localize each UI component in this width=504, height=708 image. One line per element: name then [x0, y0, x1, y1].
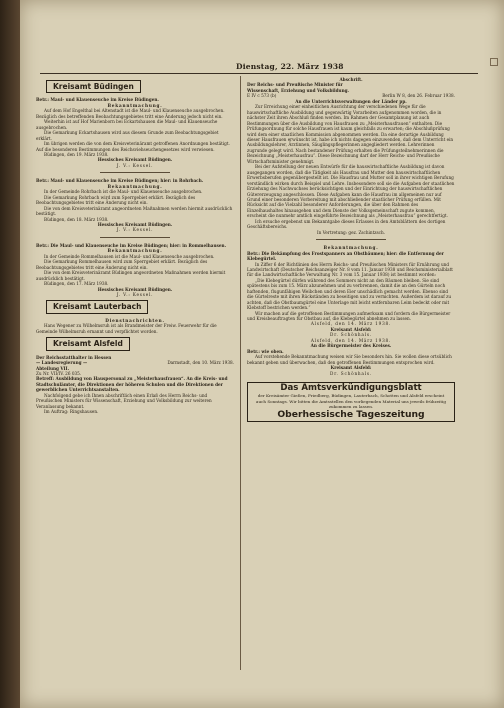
ministry-line-1: Der Reichs- und Preußische Minister für — [247, 82, 343, 88]
mayor-notice-signature: Dr. Schönhals. — [330, 370, 372, 376]
kreisamt-lauterbach-heading: Kreisamt Lauterbach — [46, 300, 148, 313]
notice-3-para-2: Die Gemarkung Rommelhausen wird zum Sperrgebiet erklärt. Bezüglich des Beobachtungsgebietes tritt eine Änderung nicht ein. — [36, 259, 208, 270]
frost-notice-date: Alsfeld, den 14. März 1938. — [310, 321, 392, 327]
ad-title: Das Amtsverkündigungsblatt — [280, 383, 422, 394]
decree-sender-line-1: Der Reichsstatthalter in Hessen — [36, 354, 112, 360]
book-spine — [0, 0, 20, 708]
notice-2-title: Betr.: Maul- und Klauenseuche im Kreise Büdingen; hier: in Rohrbach. — [36, 178, 204, 184]
frost-notice-heading: Bekanntmachung. — [323, 245, 379, 251]
kreisamt-alsfeld-heading: Kreisamt Alsfeld — [46, 337, 130, 350]
mayor-notice-date: Alsfeld, den 14. März 1938. — [310, 337, 392, 343]
notice-2-signature: J. V.: Kessel. — [116, 227, 154, 233]
dienstnachrichten-para: Hans Wegener zu Wilhelmsruh ist als Brandmeister der Freiw. Feuerwehr für die Gemeinde Wilhelmsruh ernannt und verpflichtet worden. — [36, 323, 217, 334]
decree-para: Nachfolgend gebe ich Ihnen abschriftlich einen Erlaß des Herrn Reichs- und Preußischen Ministers für Wissenschaft, Erziehung und Volksbildung zur weiteren Veranlassung bekannt. — [36, 392, 212, 409]
mayor-notice-para: Auf vorstehende Bekanntmachung weisen wir Sie besonders hin. Sie wollen diese ortsüblich bekannt geben und überwachen, daß den getroffenen Bestimmungen entsprochen wird. — [247, 354, 452, 365]
decree-sender-dept: — Landesregierung — — [36, 360, 88, 366]
notice-1-signature: J. V.: Kessel. — [116, 162, 154, 168]
ministry-addressee: An die Unterrichtsverwaltungen der Länder pp. — [295, 98, 407, 104]
notice-1-org: Hessisches Kreisamt Büdingen. — [97, 157, 173, 163]
separator — [316, 239, 386, 240]
mayor-notice-org: Kreisamt Alsfeld: — [330, 365, 372, 371]
ministry-para-3: Ich ersuche ergebenst um Bekanntgabe dieses Erlasses in den Amtsblättern des dortigen Geschäftsbereichs. — [247, 218, 446, 230]
ministry-line-2: Wissenschaft, Erziehung und Volksbildung. — [247, 87, 350, 93]
frost-notice-para-1: In Ziffer 6 der Richtlinien des Herrn Reichs- und Preußischen Ministers für Ernährung und Landwirtschaft (Deutscher Reichsanzeiger Nr. 8 vom 11. Januar 1938 und Reichsministerialblatt für die Landwirtschaftliche Verwaltung Nr. 3 vom 15. Januar 1938) ist bestimmt worden: — [247, 261, 453, 278]
dienstnachrichten-heading: Dienstnachrichten. — [105, 317, 165, 323]
notice-2-para-2: Die Gemarkung Rohrbach wird zum Sperrgebiet erklärt. Bezüglich des Beobachtungsgebietes tritt eine Änderung nicht ein. — [36, 194, 196, 206]
notice-3-org: Hessisches Kreisamt Büdingen. — [97, 286, 173, 292]
notice-1-para-3: Die Gemarkung Eckartshausen wird aus diesem Grunde zum Beobachtungsgebiet erklärt. — [36, 130, 219, 141]
notice-3-para-3: Die von dem Kreisveterinäramt Büdingen angeordneten Maßnahmen werden hiermit ausdrücklich bestätigt. — [36, 270, 226, 281]
column-divider — [240, 76, 241, 670]
right-column — [247, 77, 455, 422]
decree-signature: Im Auftrag: Ringshausen. — [44, 409, 99, 415]
separator — [100, 237, 170, 238]
notice-3-title: Betr.: Die Maul- und Klauenseuche im Kreise Büdingen; hier: in Rommelhausen. — [36, 242, 227, 248]
notice-1-title: Betr.: Maul- und Klauenseuche im Kreise Büdingen. — [36, 97, 159, 103]
notice-1-para-1: Auf dem Hof Engelthal bei Altenstadt ist die Maul- und Klauenseuche ausgebrochen. Bezüglich des betreffenden Beobachtungsgebietes tritt eine Änderung jedoch nicht ein. — [36, 108, 225, 119]
ad-newspaper-name: Oberhessische Tageszeitung — [277, 409, 425, 421]
ministry-para-2: Bei der Aufstellung der neuen Entwürfe für die hauswirtschaftliche Ausbildung ist davon ausgegangen worden, daß die Tätigkeit als Hausfrau und Mutter den hauswirtschaftlichen Erwerbsberufen gegenübergestellt ist. Die Hausfrau und Mutter soll in ihrer wichtigen Berufung verständlich wirken durch Beispiel und Lehre. Insbesondere soll sie die Aufgaben der staatlichen Erziehung des Nachwuchses berücksichtigen und der Einrichtung der hauswirtschaftlichen Gütererzeugung angeschlossen. Diese Aufgaben kann die Hausfrau im allgemeinen nur auf Grund einer besonderen Vorbereitung mit abschließender staatlicher Prüfung erfüllen. Mit Rücksicht auf die Vielzahl besonderer Anforderungen, die über den Rahmen des Einzelhaushaltes hinausgehen und dem Dienste der Volksgemeinschaft zugute kommen, erscheint die nunmehr amtlich eingeführte Bezeichnung als „Meisterhausfrau“ gerechtfertigt. — [247, 164, 455, 219]
frost-notice-para-3: Wir machen auf die getroffenen Bestimmungen aufmerksam und fordern die Bürgermeister und Kreisbeauftragten für Obstbau auf, die Klebegürtel abnehmen zu lassen. — [247, 310, 451, 322]
abschrift-label: Abschrift. — [339, 77, 363, 82]
separator — [100, 172, 170, 173]
frost-notice-signature: Dr. Schönhals. — [330, 332, 372, 338]
ministry-ref: E IV c 573 (b) — [247, 93, 277, 99]
frost-notice-title: Betr.: Die Bekämpfung des Frostspanners an Obstbäumen; hier: die Entfernung der Klebegürtel. — [247, 250, 444, 262]
frost-notice-org: Kreisamt Alsfeld: — [330, 326, 372, 332]
ad-body: der Kreisämter Gießen, Friedberg, Büdingen, Lauterbach, Schotten und Alsfeld erscheint auch Sonntags. Wir bitten die Amtsstellen den vorliegenden Material uns jeweils frühzeitig zukommen zu lassen. — [256, 393, 446, 410]
frost-notice-para-2: „Die Klebegürtel dürfen während des Sommers nicht an den Bäumen bleiben. Sie sind spätestens bis zum 15. März abzunehmen und zu verbrennen, damit die an den Gürteln noch haftenden, flugunfähigen Weibchen und deren Eier unschädlich gemacht werden. Ebenso sind die Gürtelreste mit ihren Rückständen zu beseitigen und zu vernichten. Außerdem ist darauf zu achten, daß die Obstbaumgürtel eine Unterlage mit leicht entfernbaren Leim bedeckt oder mit Klebstoff bestrichen werden.“ — [247, 277, 452, 311]
mayor-notice-addressee: An die Bürgermeister des Kreises. — [310, 343, 392, 349]
notice-3-signature: J. V.: Kessel. — [116, 291, 154, 297]
decree-date: Darmstadt, den 10. März 1938. — [167, 360, 234, 366]
page-header-date: Dienstag, 22. März 1938 — [236, 62, 344, 71]
notice-1-heading: Bekanntmachung. — [107, 102, 163, 108]
notice-3-date: Büdingen, den 17. März 1938. — [44, 281, 109, 287]
notice-1-date: Büdingen, den 19. März 1938. — [44, 151, 109, 157]
notice-1-para-4: Im übrigen werden die von dem Kreisveterinäramt getroffenen Anordnungen bestätigt. Auf die besonderen Bestimmungen des Reichsviehseuchengesetzes wird verwiesen. — [36, 141, 230, 152]
header-rule — [40, 73, 478, 74]
mayor-notice-subject: Betr.: wie oben. — [247, 348, 284, 354]
ministry-para-1: Zur Erreichung einer einheitlichen Ausrichtung der verschiedenen Wege für die hauswirtschaftliche Ausbildung und gegenwärtig Vorarbeiten aufgenommen worden, die in nächster Zeit ihren Abschluß finden werden. Im Rahmen der Gesamtplanung ist auch Bestimmungen über die Ausbildung von Hausfrauen zu „Meisterhausfrauen“ enthalten. Die Prüfungsordnung für solche Hausfrauen ist kaum gleichfalls zu erwarten; die Abschlußprüfung wird dem einer staatlichen Kommission abgenommen werden. Da eine derartige Ausbildung dieser Hausfrauen erwünscht ist, habe ich nichts dagegen einzuwenden, daß dem Unterricht ein Ausbildungslehrer, Ärztinnen, Säuglingspflegerinnen angegliedert werden. Lehrerinnen zugrunde gelegt wird. Nach bestandener Prüfung erhalten die Prüfungsteilnehmerinnen die Bezeichnung „Meisterhausfrau“. Diese Bezeichnung darf der Herr Reichs- und Preußische Wirtschaftsminister genehmigt. — [247, 104, 454, 164]
decree-subject: Betreff: Ausbildung von Hauspersonal zu „Meisterhausfrauen“. An die Kreis- und Stadtschulämter, die Direktionen der höheren Schulen und die Direktionen der gewerblichen Unterrichtsanstalten. — [36, 376, 228, 393]
notice-2-heading: Bekanntmachung. — [107, 183, 163, 189]
notice-1-para-2: Weiterhin ist auf Hof Marienborn bei Eckartshausen die Maul- und Klauenseuche ausgebrochen. — [36, 119, 218, 130]
notice-3-para-1: In der Gemeinde Rommelhausen ist die Maul- und Klauenseuche ausgebrochen. — [44, 253, 215, 259]
ministry-date: Berlin W 8, den 26. Februar 1938. — [382, 93, 455, 99]
decree-reference: Zu Nr. VII/IV. 26 035. — [36, 371, 82, 377]
notice-2-date: Büdingen, den 18. März 1938. — [44, 216, 109, 222]
notice-2-org: Hessisches Kreisamt Büdingen. — [97, 221, 173, 227]
notice-3-heading: Bekanntmachung. — [107, 248, 163, 254]
notice-2-para-1: In der Gemeinde Rohrbach ist die Maul- und Klauenseuche ausgebrochen. — [44, 189, 203, 195]
notice-2-para-3: Die von dem Kreisveterinäramt angeordneten Maßnahmen werden hiermit ausdrücklich bestätigt. — [36, 205, 233, 217]
ministry-signature: In Vertretung: gez. Zschintzsch. — [316, 229, 386, 235]
left-column — [36, 77, 234, 415]
corner-mark — [490, 58, 498, 66]
decree-division: Abteilung VII. — [36, 365, 70, 371]
advertisement-box — [247, 382, 455, 422]
kreisamt-buedingen-heading: Kreisamt Büdingen — [46, 80, 141, 93]
